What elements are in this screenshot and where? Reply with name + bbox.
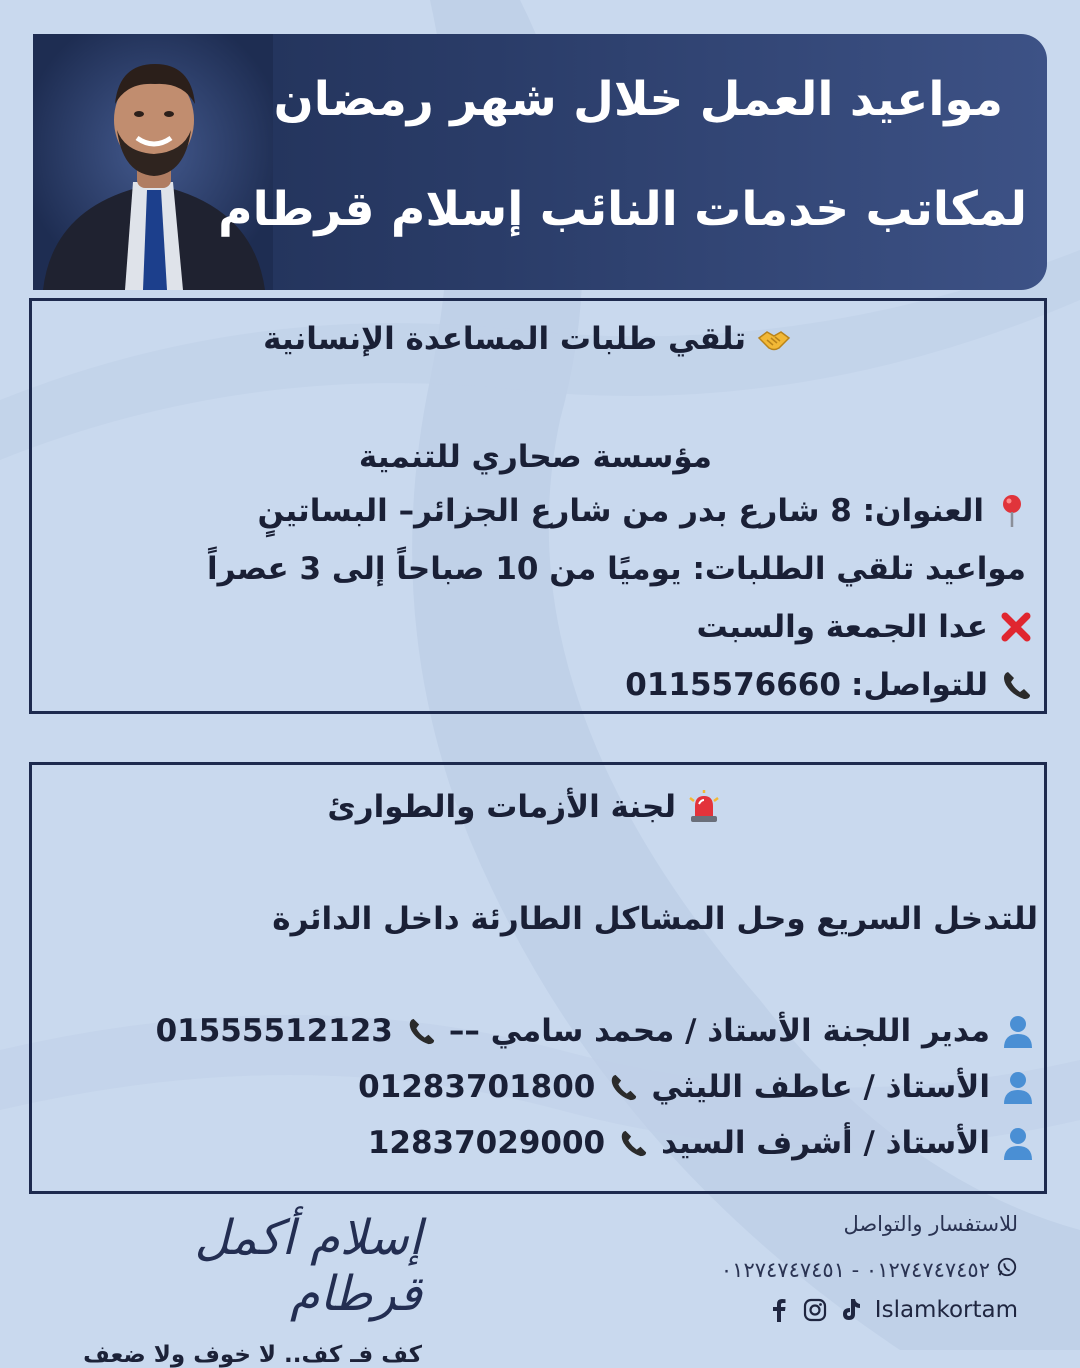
- crisis-title-text: لجنة الأزمات والطوارئ: [327, 789, 676, 825]
- social-handle[interactable]: Islamkortam: [874, 1297, 1018, 1323]
- member-name: الأستاذ / أشرف السيد: [661, 1125, 990, 1161]
- crisis-description-text: للتدخل السريع وحل المشاكل الطارئة داخل الدائرة: [272, 901, 1038, 937]
- inquiry-label: للاستفسار والتواصل: [843, 1212, 1018, 1236]
- person-icon: [1000, 1069, 1036, 1105]
- contact-number: 0115576660: [625, 667, 841, 703]
- except-text: عدا الجمعة والسبت: [696, 609, 988, 645]
- social-row: [721, 1297, 1018, 1323]
- brand-block: [62, 1210, 422, 1368]
- hours-line: [207, 551, 1026, 587]
- member-phone: 01555512123: [155, 1013, 393, 1049]
- footer-contact: [721, 1212, 1018, 1323]
- address-text: العنوان: 8 شارع بدر من شارع الجزائر– البساتينٍ: [257, 493, 984, 529]
- member-name: مدير اللجنة الأستاذ / محمد سامي ––: [448, 1013, 990, 1049]
- header-title-line1: مواعيد العمل خلال شهر رمضان: [273, 72, 1003, 127]
- address-line: [258, 493, 1031, 529]
- handshake-icon: [756, 321, 792, 357]
- siren-icon: [686, 789, 722, 825]
- facebook-icon[interactable]: [767, 1298, 791, 1322]
- phone-icon: [605, 1069, 641, 1105]
- footer-numbers: [721, 1256, 1018, 1283]
- member-name: الأستاذ / عاطف الليثي: [651, 1069, 990, 1105]
- member-phone: 01283701800: [358, 1069, 596, 1105]
- phone-icon: [998, 667, 1034, 703]
- tiktok-icon[interactable]: [839, 1298, 863, 1322]
- member-row: [368, 1125, 1036, 1161]
- contact-line: [625, 667, 1034, 703]
- org-name-text: مؤسسة صحاري للتنمية: [358, 439, 712, 475]
- whatsapp-icon[interactable]: [996, 1256, 1018, 1283]
- phone-icon: [403, 1013, 439, 1049]
- pin-icon: [994, 493, 1030, 529]
- except-line: [696, 609, 1034, 645]
- person-icon: [1000, 1013, 1036, 1049]
- brand-logo-text: إسلام أكمل قرطام: [194, 1210, 422, 1322]
- member-row: [358, 1069, 1036, 1105]
- cross-mark-icon: [998, 609, 1034, 645]
- brand-slogan: كف فـ كف.. لا خوف ولا ضعف: [83, 1342, 422, 1368]
- instagram-icon[interactable]: [803, 1298, 827, 1322]
- humanitarian-title-text: تلقي طلبات المساعدة الإنسانية: [263, 321, 746, 357]
- member-row: [156, 1013, 1036, 1049]
- header-title-line2: لمكاتب خدمات النائب إسلام قرطام: [218, 182, 1027, 237]
- crisis-description: [272, 901, 1038, 937]
- member-phone: 12837029000: [367, 1125, 606, 1161]
- org-name: [359, 439, 712, 475]
- footer-numbers-text: ٠١٢٧٤٧٤٧٤٥٢ - ٠١٢٧٤٧٤٧٤٥١: [720, 1257, 990, 1282]
- crisis-title: [327, 789, 722, 825]
- contact-label: للتواصل:: [850, 667, 988, 703]
- humanitarian-title: [263, 321, 792, 357]
- phone-icon: [615, 1125, 651, 1161]
- crisis-panel: [29, 762, 1047, 1194]
- portrait-image: [33, 34, 273, 290]
- person-icon: [1000, 1125, 1036, 1161]
- hours-text: مواعيد تلقي الطلبات: يوميًا من 10 صباحاً إلى 3 عصراً: [207, 551, 1026, 587]
- header-banner: [33, 34, 1047, 290]
- humanitarian-panel: [29, 298, 1047, 714]
